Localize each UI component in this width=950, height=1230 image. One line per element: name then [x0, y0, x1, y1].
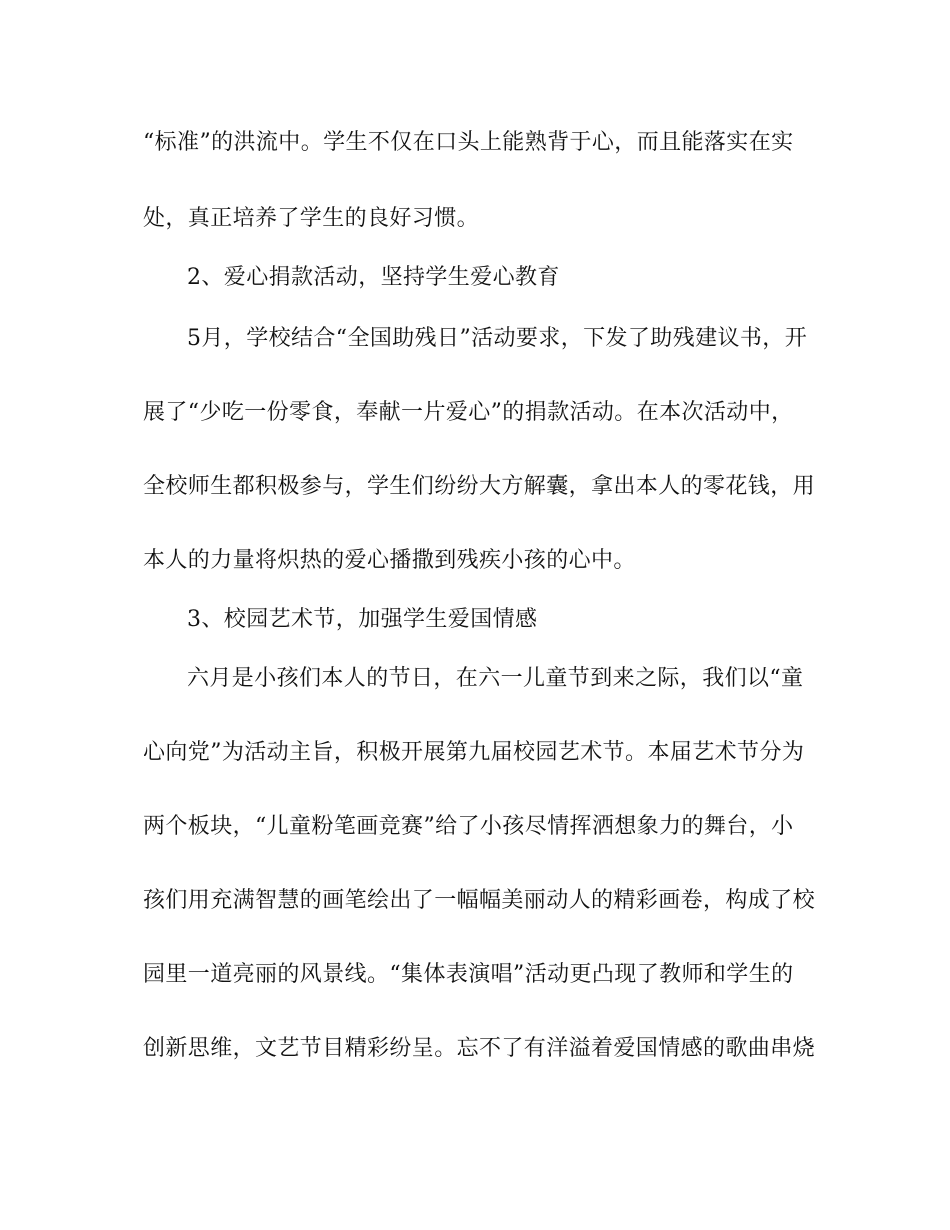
text-line-7: 本人的力量将炽热的爱心播撒到残疾小孩的心中。	[143, 548, 636, 573]
section-heading-3: 3、校园艺术节，加强学生爱国情感	[187, 607, 538, 632]
text-line-12: 孩们用充满智慧的画笔绘出了一幅幅美丽动人的精彩画卷，构成了校	[143, 888, 816, 913]
text-line-6: 全校师生都积极参与，学生们纷纷大方解囊，拿出本人的零花钱，用	[143, 474, 816, 499]
text-line-13: 园里一道亮丽的风景线。“集体表演唱”活动更凸现了教师和学生的	[143, 962, 794, 987]
text-line-2: 处，真正培养了学生的良好习惯。	[143, 206, 480, 231]
section-heading-2: 2、爱心捐款活动，坚持学生爱心教育	[187, 265, 560, 290]
text-line-14: 创新思维，文艺节目精彩纷呈。忘不了有洋溢着爱国情感的歌曲串烧	[143, 1036, 816, 1061]
text-line-1: “标准”的洪流中。学生不仅在口头上能熟背于心，而且能落实在实	[143, 130, 794, 155]
text-line-10: 心向党”为活动主旨，积极开展第九届校园艺术节。本届艺术节分为	[143, 740, 805, 765]
text-line-4: 5月，学校结合“全国助残日”活动要求，下发了助残建议书，开	[187, 326, 808, 351]
text-line-5: 展了“少吃一份零食，奉献一片爱心”的捐款活动。在本次活动中，	[143, 400, 794, 425]
text-line-11: 两个板块，“儿童粉笔画竞赛”给了小孩尽情挥洒想象力的舞台，小	[143, 814, 794, 839]
text-line-9: 六月是小孩们本人的节日，在六一儿童节到来之际，我们以“童	[187, 666, 804, 691]
